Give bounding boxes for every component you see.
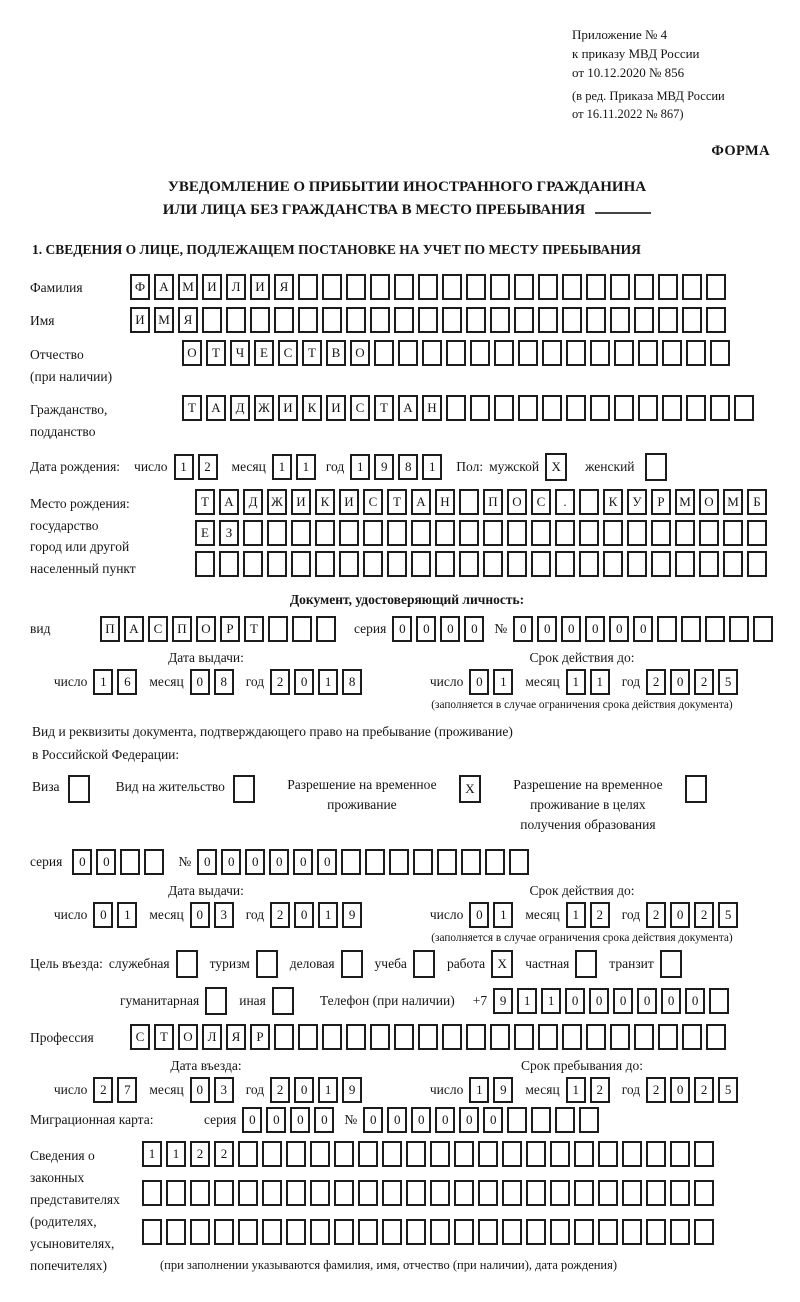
surname-cells[interactable]: Ф А М И Л И Я [130,274,730,300]
gender-female-label: женский [585,458,635,474]
month-label: месяц [149,673,184,689]
temp-residence-edu-label: Разрешение на временное проживание в целях получения образования [513,776,663,833]
name-cells[interactable]: И М Я [130,307,730,333]
migration-card-label: Миграционная карта: [30,1112,154,1128]
birth-date-label: Дата рождения: [30,458,121,474]
residence-permit-option [116,775,259,803]
stay-day-cells[interactable]: 1 9 [469,1077,517,1103]
birth-place-row1-cells[interactable]: Т А Д Ж И К И С Т А Н П О С . К У Р М О М Б [195,489,771,515]
name-row [30,307,784,333]
edition-note [572,87,784,123]
purpose-option: частная [525,950,601,978]
residence-doc-types [32,775,784,836]
birth-place-label: Место рождения: государство город или другой населенный пункт [30,495,136,577]
year-label: год [245,907,265,923]
purpose-option: туризм [210,950,282,978]
identity-valid-note: (заполняется в случае ограничения срока действия документа) [431,698,733,711]
identity-issue-group [30,650,382,711]
birth-year-label: год [325,458,345,474]
year-label: год [621,1082,641,1098]
purpose-row [30,950,784,978]
purpose-study-checkbox[interactable] [413,950,439,978]
representatives-row1-cells[interactable]: 1 1 2 2 [142,1141,718,1167]
entry-stay-dates [30,1058,784,1103]
temp-residence-checkbox[interactable]: X [459,775,485,803]
representatives-label: Сведения о законных представителях (родителях, усыновителях, попечителях) [30,1148,120,1273]
year-label: год [621,673,641,689]
purpose-label: Цель въезда: [30,956,103,972]
form-title-line2: ИЛИ ЛИЦА БЕЗ ГРАЖДАНСТВА В МЕСТО ПРЕБЫВАНИЯ [162,202,586,219]
year-label: год [621,907,641,923]
profession-cells[interactable]: С Т О Л Я Р [130,1024,730,1050]
stay-until-group [396,1058,768,1103]
profession-row [30,1024,784,1050]
residence-valid-month-cells[interactable]: 1 2 [566,902,614,928]
identity-valid-heading: Срок действия до: [529,649,635,665]
purpose-option: учеба [375,950,439,978]
purpose-option: иная [239,987,298,1015]
visa-checkbox[interactable] [68,775,94,803]
title-blank-underline [595,212,651,214]
identity-kind-cells[interactable]: П А С П О Р Т [100,616,340,642]
purpose-work-checkbox[interactable]: X [491,950,517,978]
month-label: месяц [525,1082,560,1098]
temp-residence-edu-option [499,775,711,836]
entry-date-heading: Дата въезда: [170,1058,242,1074]
phone-prefix: +7 [472,993,488,1009]
migration-number-cells[interactable]: 0 0 0 0 0 0 [363,1107,603,1133]
identity-series-cells[interactable]: 0 0 0 0 [392,616,488,642]
residence-doc-dates [30,883,784,944]
temp-residence-label: Разрешение на временное проживание [287,776,437,812]
visa-label: Виза [32,778,60,794]
identity-valid-year-cells[interactable]: 2 0 2 5 [646,669,742,695]
day-label: число [429,907,464,923]
residence-doc-intro: Вид и реквизиты документа, подтверждающего право на пребывание (проживание) в Российской Федерации: [32,723,513,762]
birth-date-row [30,453,784,481]
identity-issue-day-cells[interactable]: 1 6 [93,669,141,695]
entry-date-group [30,1058,382,1103]
purpose-humanitarian-checkbox[interactable] [205,987,231,1015]
phone-cells[interactable]: 9 1 1 0 0 0 0 0 0 [493,988,733,1014]
gender-male-checkbox[interactable]: X [545,453,571,481]
entry-day-cells[interactable]: 2 7 [93,1077,141,1103]
temp-residence-edu-checkbox[interactable] [685,775,711,803]
purpose-private-checkbox[interactable] [575,950,601,978]
identity-doc-heading: Документ, удостоверяющий личность: [289,591,525,607]
identity-number-cells[interactable]: 0 0 0 0 0 0 [513,616,777,642]
identity-issue-heading: Дата выдачи: [168,649,244,665]
day-label: число [429,1082,464,1098]
citizenship-cells[interactable]: Т А Д Ж И К И С Т А Н [182,395,758,421]
form-title [30,176,784,223]
edition-line: от 16.11.2022 № 867) [572,106,684,121]
gender-female-checkbox[interactable] [645,453,671,481]
representatives-row2-cells[interactable] [142,1180,718,1206]
residence-valid-group [396,883,768,944]
identity-valid-group [396,650,768,711]
residence-number-label: № [178,854,192,870]
purpose-transit-checkbox[interactable] [660,950,686,978]
residence-permit-checkbox[interactable] [233,775,259,803]
surname-label: Фамилия [30,280,83,296]
residence-series-cells[interactable]: 0 0 [72,849,168,875]
patronymic-label: Отчество (при наличии) [30,347,113,385]
purpose-tourism-checkbox[interactable] [256,950,282,978]
representatives-cells-block [142,1141,784,1273]
purpose-option: служебная [109,950,202,978]
citizenship-row [30,395,784,443]
appendix-line: от 10.12.2020 № 856 [572,64,685,80]
migration-series-cells[interactable]: 0 0 0 0 [242,1107,338,1133]
birth-day-label: число [134,458,168,474]
patronymic-row [30,340,784,388]
month-label: месяц [525,673,560,689]
purpose-business-checkbox[interactable] [176,950,202,978]
purpose-option: транзит [609,950,686,978]
month-label: месяц [149,907,184,923]
birth-month-cells[interactable]: 1 1 [272,454,320,480]
representatives-block [30,1141,784,1276]
migration-series-label: серия [204,1112,237,1128]
citizenship-label: Гражданство, подданство [30,402,108,439]
stay-year-cells[interactable]: 2 0 2 5 [646,1077,742,1103]
day-label: число [53,673,88,689]
residence-valid-note: (заполняется в случае ограничения срока действия документа) [431,932,733,945]
purpose-option: гуманитарная [120,987,231,1015]
edition-line: (в ред. Приказа МВД России [572,88,725,103]
patronymic-cells[interactable]: О Т Ч Е С Т В О [182,340,734,366]
name-label: Имя [30,313,55,329]
phone-label: Телефон (при наличии) [319,993,455,1009]
birth-month-label: месяц [231,458,266,474]
identity-kind-label: вид [30,620,51,636]
birth-day-cells[interactable]: 1 2 [174,454,222,480]
identity-issue-year-cells[interactable]: 2 0 1 8 [270,669,366,695]
representatives-note: (при заполнении указываются фамилия, имя, отчество (при наличии), дата рождения) [160,1258,618,1273]
day-label: число [53,1082,88,1098]
residence-valid-year-cells[interactable]: 2 0 2 5 [646,902,742,928]
month-label: месяц [149,1082,184,1098]
visa-option [32,775,94,803]
day-label: число [429,673,464,689]
identity-doc-dates [30,650,784,711]
section1-heading: 1. СВЕДЕНИЯ О ЛИЦЕ, ПОДЛЕЖАЩЕМ ПОСТАНОВКЕ НА УЧЕТ ПО МЕСТУ ПРЕБЫВАНИЯ [32,242,641,258]
birth-place-cells-block [195,489,784,582]
purpose-other-checkbox[interactable] [272,987,298,1015]
representatives-row3-cells[interactable] [142,1219,718,1245]
year-label: год [245,673,265,689]
residence-number-cells[interactable]: 0 0 0 0 0 0 [197,849,533,875]
appendix-line: к приказу МВД России [572,45,700,61]
appendix-note [572,26,784,123]
purpose-option: работа X [447,950,517,978]
gender-male-label: мужской [489,458,540,474]
residence-valid-heading: Срок действия до: [529,883,635,899]
year-label: год [245,1082,265,1098]
appendix-line: Приложение № 4 [572,27,668,42]
purpose-row2 [30,987,784,1015]
identity-valid-month-cells[interactable]: 1 1 [566,669,614,695]
identity-issue-month-cells[interactable]: 0 8 [190,669,238,695]
day-label: число [53,907,88,923]
residence-valid-day-cells[interactable]: 0 1 [469,902,517,928]
entry-year-cells[interactable]: 2 0 1 9 [270,1077,366,1103]
residence-doc-series-row [30,849,784,875]
gender-label: Пол: [456,458,484,474]
identity-number-label: № [494,620,508,636]
residence-issue-year-cells[interactable]: 2 0 1 9 [270,902,366,928]
entry-month-cells[interactable]: 0 3 [190,1077,238,1103]
birth-place-row2-cells[interactable]: Е З [195,520,771,546]
identity-doc-row [30,616,784,642]
migration-number-label: № [344,1112,358,1128]
temp-residence-option [273,775,485,816]
forma-label: ФОРМА [711,142,770,159]
purpose-option: деловая [290,950,367,978]
identity-valid-day-cells[interactable]: 0 1 [469,669,517,695]
residence-permit-label: Вид на жительство [115,778,225,794]
residence-series-label: серия [30,854,63,870]
birth-year-cells[interactable]: 1 9 8 1 [350,454,446,480]
migration-card-row [30,1107,784,1133]
month-label: месяц [525,907,560,923]
purpose-commercial-checkbox[interactable] [341,950,367,978]
residence-issue-month-cells[interactable]: 0 3 [190,902,238,928]
form-title-line1: УВЕДОМЛЕНИЕ О ПРИБЫТИИ ИНОСТРАННОГО ГРАЖДАНИНА [167,178,647,195]
residence-issue-day-cells[interactable]: 0 1 [93,902,141,928]
profession-label: Профессия [30,1030,94,1046]
surname-row [30,274,784,300]
birth-place-block [30,489,784,582]
stay-until-heading: Срок пребывания до: [521,1058,643,1074]
residence-issue-heading: Дата выдачи: [168,883,244,899]
birth-place-row3-cells[interactable] [195,551,771,577]
identity-series-label: серия [354,620,387,636]
stay-month-cells[interactable]: 1 2 [566,1077,614,1103]
residence-issue-group [30,883,382,944]
